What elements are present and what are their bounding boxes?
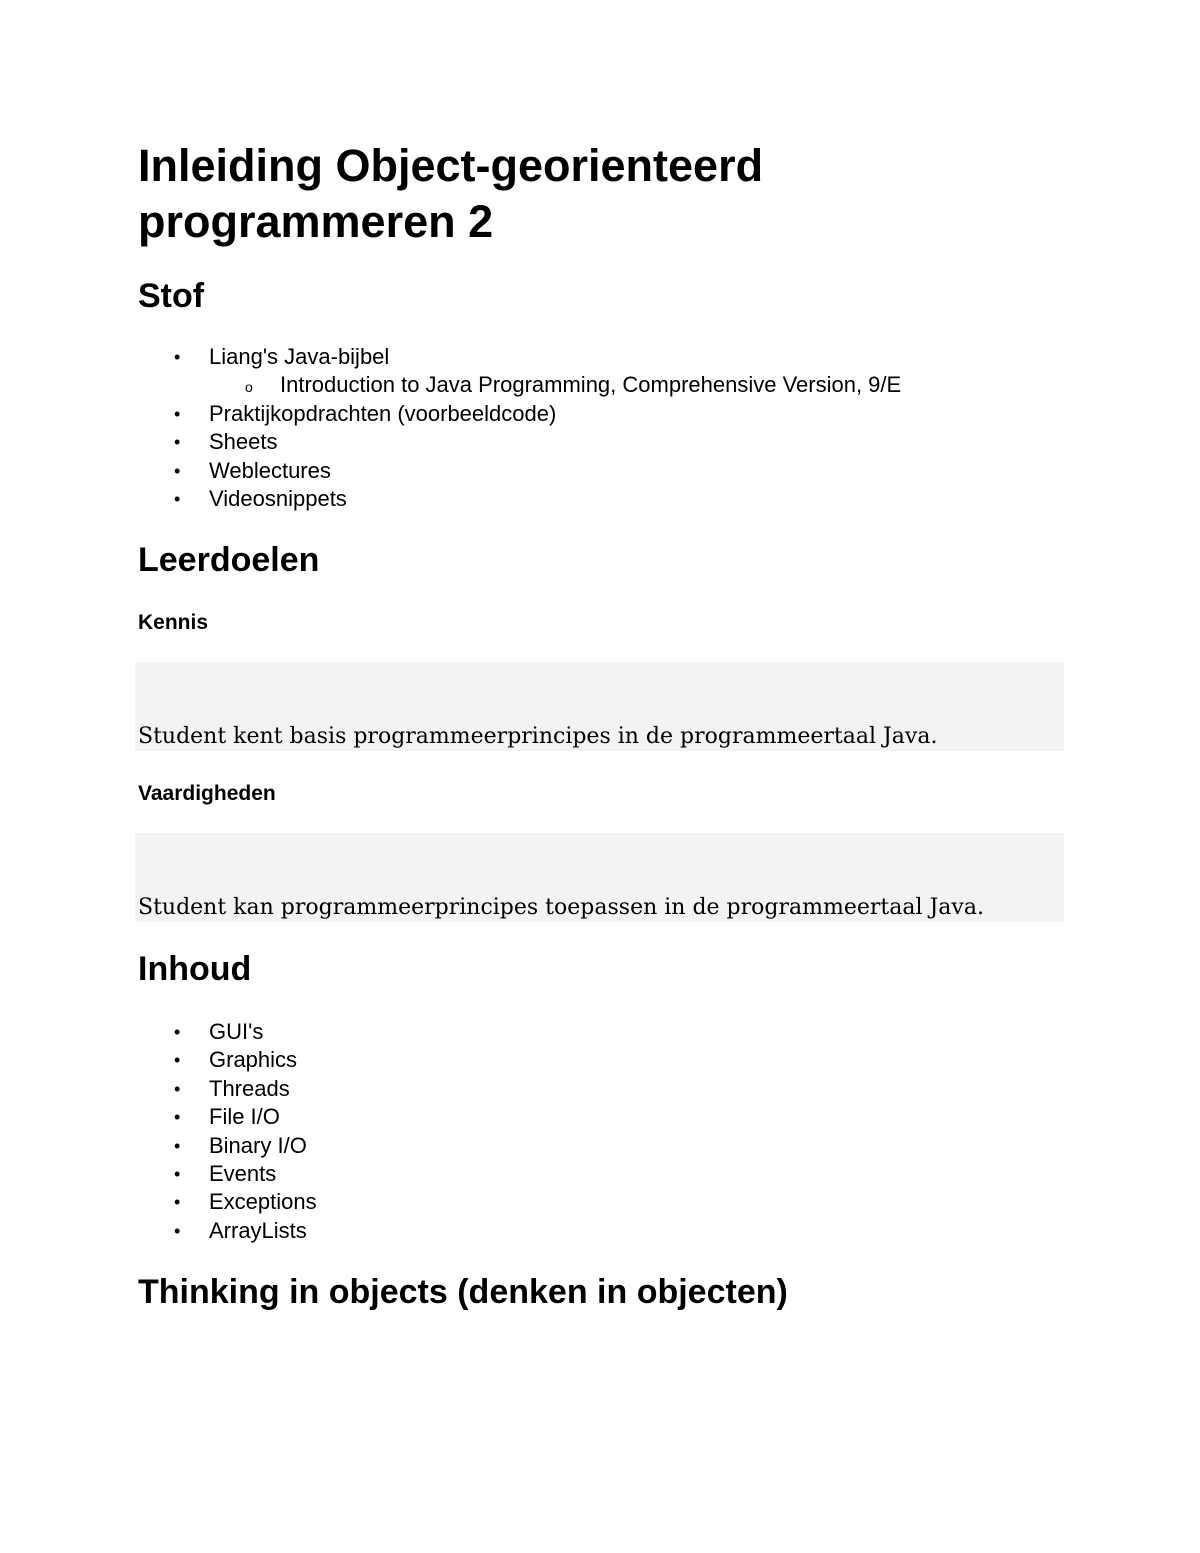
list-item-label: Praktijkopdrachten (voorbeeldcode) [209, 400, 557, 426]
list-item [138, 343, 901, 400]
subheading-vaardigheden: Vaardigheden [138, 782, 276, 805]
stof-sub-list [209, 371, 901, 399]
bullet-icon: • [174, 1164, 181, 1185]
sub-list-item-label: Introduction to Java Programming, Comprehensive Version, 9/E [280, 372, 902, 398]
bullet-icon: • [174, 1078, 181, 1099]
bullet-icon: • [174, 1107, 181, 1128]
section-heading-leerdoelen: Leerdoelen [138, 541, 320, 579]
document-title: Inleiding Object-georienteerd programmeren 2 [138, 140, 764, 247]
section-heading-inhoud: Inhoud [138, 950, 252, 988]
bullet-icon: • [174, 489, 181, 510]
bullet-icon: • [174, 1022, 181, 1042]
vaardigheden-goal-box [135, 833, 1064, 922]
list-item-label: File I/O [209, 1104, 280, 1130]
subheading-kennis: Kennis [138, 611, 209, 634]
kennis-goal-text: Student kent basis programmeerprincipes in de programmeertaal Java. [138, 724, 938, 749]
list-item [138, 1160, 317, 1188]
list-item-label: Graphics [209, 1047, 298, 1073]
list-item [138, 1103, 317, 1131]
list-item-label: Videosnippets [209, 486, 347, 512]
bullet-icon: • [174, 432, 181, 453]
list-item [138, 1132, 317, 1160]
list-item-label: Events [209, 1161, 277, 1187]
list-item [138, 1217, 317, 1245]
vaardigheden-goal-text: Student kan programmeerprincipes toepassen in de programmeertaal Java. [138, 895, 984, 920]
list-item [138, 1188, 317, 1216]
list-item-label: Exceptions [209, 1189, 317, 1215]
bullet-icon: • [174, 460, 181, 481]
bullet-icon: • [174, 1192, 181, 1213]
list-item-label: ArrayLists [209, 1217, 307, 1243]
list-item-label: Liang's Java-bijbel [209, 344, 390, 369]
section-heading-thinking-in-objects: Thinking in objects (denken in objecten) [138, 1273, 788, 1311]
sub-list-item [209, 371, 901, 399]
sub-bullet-icon: o [245, 379, 253, 396]
inhoud-list [138, 1018, 317, 1245]
list-item-label: Threads [209, 1075, 290, 1101]
bullet-icon: • [174, 403, 181, 424]
stof-list [138, 343, 901, 513]
bullet-icon: • [174, 1050, 181, 1071]
kennis-goal-box [135, 662, 1064, 751]
list-item-label: Sheets [209, 429, 278, 455]
bullet-icon: • [174, 1220, 181, 1241]
list-item [138, 457, 901, 485]
list-item-label: GUI's [209, 1019, 264, 1044]
list-item [138, 400, 901, 428]
list-item [138, 1046, 317, 1074]
bullet-icon: • [174, 1135, 181, 1156]
list-item [138, 428, 901, 456]
list-item [138, 485, 901, 513]
list-item [138, 1075, 317, 1103]
list-item [138, 1018, 317, 1046]
section-heading-stof: Stof [138, 277, 205, 315]
list-item-label: Binary I/O [209, 1132, 307, 1158]
bullet-icon: • [174, 347, 181, 367]
list-item-label: Weblectures [209, 457, 331, 483]
